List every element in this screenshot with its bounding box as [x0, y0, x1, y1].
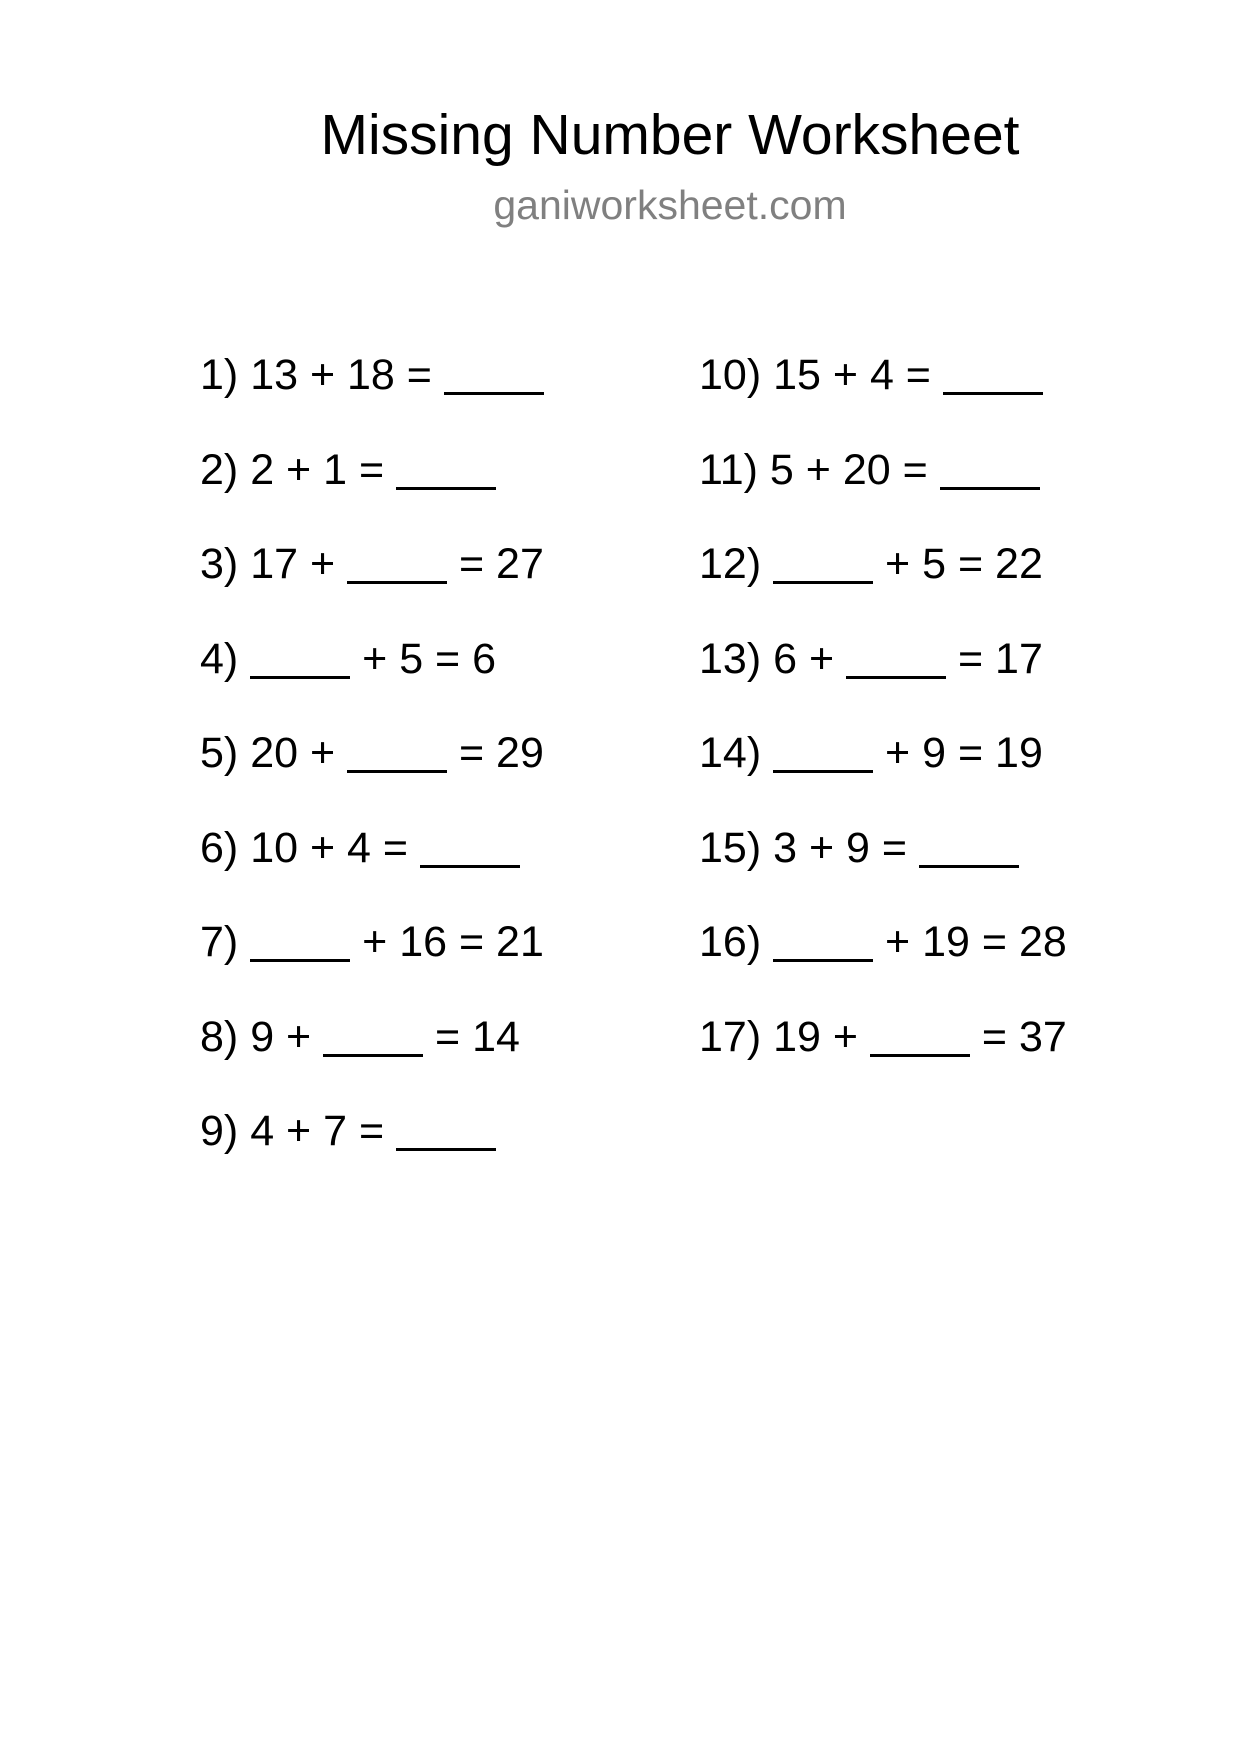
answer-blank[interactable]	[420, 818, 520, 868]
spacer	[761, 629, 773, 689]
equation-text: + 9 = 19	[873, 729, 1043, 777]
equation-text: 17 +	[250, 540, 348, 588]
problem-number: 9)	[200, 1107, 239, 1155]
problem-item	[200, 723, 544, 818]
spacer	[761, 1007, 773, 1067]
spacer	[761, 723, 773, 783]
spacer	[238, 629, 250, 689]
answer-blank[interactable]	[773, 912, 873, 962]
equation-text: = 14	[423, 1012, 520, 1061]
answer-blank[interactable]	[870, 1007, 970, 1057]
problem-item	[200, 629, 544, 724]
problems-column-left	[200, 345, 544, 1196]
spacer	[238, 912, 250, 972]
problem-number: 4)	[200, 634, 239, 683]
page-title: Missing Number Worksheet	[320, 103, 1020, 167]
answer-blank[interactable]	[943, 345, 1043, 395]
equation-text: 13 + 18 =	[250, 351, 444, 399]
answer-blank[interactable]	[323, 1007, 423, 1057]
problem-item	[699, 345, 1067, 440]
equation-text: 10 + 4 =	[250, 823, 420, 872]
equation-text: + 5 = 6	[350, 634, 497, 683]
problem-number: 17)	[699, 1012, 762, 1061]
problem-number: 6)	[200, 823, 239, 872]
answer-blank[interactable]	[347, 723, 447, 773]
equation-text: 15 + 4 =	[773, 351, 943, 399]
answer-blank[interactable]	[919, 818, 1019, 868]
problem-number: 10)	[699, 351, 762, 399]
equation-text: = 29	[447, 729, 544, 777]
spacer	[238, 723, 250, 783]
problem-number: 15)	[699, 823, 762, 872]
problem-number: 14)	[699, 729, 762, 777]
problem-item	[699, 818, 1067, 913]
spacer	[238, 534, 250, 594]
problem-item	[200, 1007, 544, 1102]
equation-text: 19 +	[773, 1012, 870, 1061]
spacer	[758, 440, 770, 500]
problem-number: 16)	[699, 918, 762, 966]
spacer	[238, 1007, 250, 1067]
problem-number: 3)	[200, 540, 239, 588]
problem-number: 12)	[699, 540, 762, 588]
problem-number: 2)	[200, 445, 239, 494]
answer-blank[interactable]	[773, 534, 873, 584]
problem-item	[699, 912, 1067, 1007]
spacer	[761, 345, 773, 405]
equation-text: + 19 = 28	[873, 918, 1067, 966]
equation-text: + 5 = 22	[873, 540, 1043, 588]
problems-column-right	[699, 345, 1067, 1101]
problem-item	[200, 534, 544, 629]
equation-text: = 37	[969, 1012, 1067, 1061]
problem-item	[200, 1101, 544, 1196]
source-website: ganiworksheet.com	[493, 182, 847, 228]
problem-number: 7)	[200, 918, 239, 966]
problem-item	[200, 912, 544, 1007]
answer-blank[interactable]	[396, 440, 496, 490]
spacer	[238, 818, 250, 878]
problem-item	[699, 1007, 1067, 1102]
equation-text: = 27	[447, 540, 544, 588]
spacer	[761, 818, 773, 878]
equation-text: + 16 = 21	[350, 918, 544, 966]
equation-text: 5 + 20 =	[769, 445, 940, 494]
problem-item	[200, 440, 544, 535]
spacer	[761, 534, 773, 594]
equation-text: 20 +	[250, 729, 348, 777]
problem-item	[699, 440, 1067, 535]
equation-text: = 17	[946, 634, 1043, 683]
problem-number: 1)	[200, 351, 239, 399]
spacer	[238, 1101, 250, 1161]
spacer	[761, 912, 773, 972]
answer-blank[interactable]	[773, 723, 873, 773]
answer-blank[interactable]	[250, 629, 350, 679]
problem-number: 8)	[200, 1012, 239, 1061]
spacer	[238, 345, 250, 405]
problem-item	[200, 818, 544, 913]
equation-text: 3 + 9 =	[773, 823, 919, 872]
problem-item	[699, 629, 1067, 724]
problem-number: 11)	[699, 445, 758, 494]
equation-text: 9 +	[250, 1012, 324, 1061]
equation-text: 6 +	[773, 634, 847, 683]
problem-item	[699, 723, 1067, 818]
answer-blank[interactable]	[396, 1101, 496, 1151]
answer-blank[interactable]	[444, 345, 544, 395]
answer-blank[interactable]	[250, 912, 350, 962]
spacer	[238, 440, 250, 500]
problem-item	[200, 345, 544, 440]
problem-number: 13)	[699, 634, 762, 683]
answer-blank[interactable]	[347, 534, 447, 584]
equation-text: 4 + 7 =	[250, 1107, 397, 1155]
problem-number: 5)	[200, 729, 239, 777]
equation-text: 2 + 1 =	[250, 445, 397, 494]
answer-blank[interactable]	[846, 629, 946, 679]
problem-item	[699, 534, 1067, 629]
answer-blank[interactable]	[940, 440, 1040, 490]
